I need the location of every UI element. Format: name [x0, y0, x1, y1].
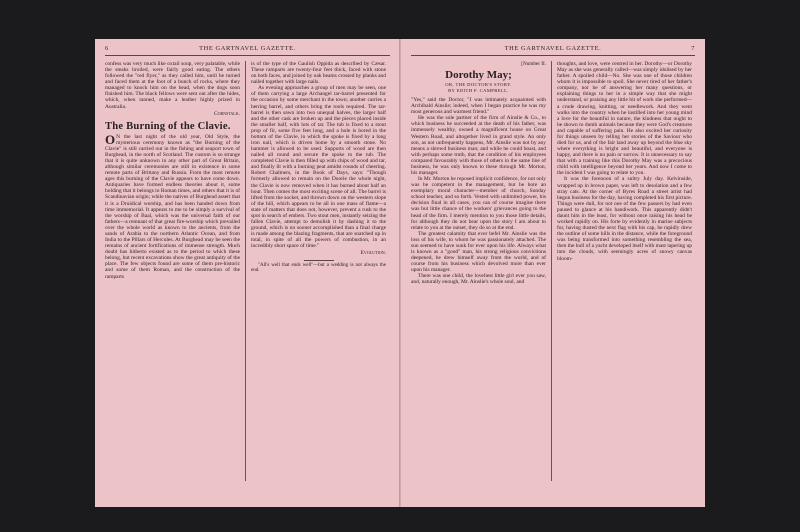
paragraph: thoughts, and love, were centred in her. Dorothy—or Dorothy May as she was generally called—was simply idolised by her father. A spoiled child—No. She was one of those children whom it is impossible to spoil. She never tired of her father's company, nor he of answering her many questions, or explaining things to her in a simple way that she might understand, or praising any little bit of work she performed—a crude drawing, knitting, or needlework. And they went walks into the country when he instilled into her young mind a love for the beautiful in nature, the kindness that ought to be shown to dumb animals because they were God's creatures and capable of suffering pain. He also excited her curiosity for things unseen by telling her stories of the Saviour who died for us, and of the fair land away up beyond the blue sky where everything is bright and beautiful, and everyone is happy, and there is no pain or sorrow. It is unnecessary to say that with a training like this Dorothy May was a precocious child with intelligence beyond her years. And now I come to the incident I was going to relate to you.: [557, 61, 692, 177]
paragraph: It was the forenoon of a sultry July day. Kelvinside, wrapped up in brown paper, was left to desolation and a few stray cats. At the corner of Byres Road a street artist had begun business for the day, having completed his first picture. Things were dull, for not one of the few passers by had even paused to glance at his handiwork. This apparently didn't daunt him in the least, for without once raising his head he worked rapidly on. His forte by evidently in marine subjects for, having dusted the next flag with his cap, he rapidly drew the outline of some hills in the distance, while the foreground was being transformed into something resembling the sea, then the hull of a yacht developed itself with mast tapering up into the clouds, with seemingly acres of snowy canvas bloom-: [557, 176, 692, 262]
paragraph: "Yes," said the Doctor, "I was intimately acquainted with Archibald Ainslie; indeed, when I began practice he was my most generous and warmest friend.": [411, 97, 546, 116]
header-rule: [411, 55, 695, 56]
paragraph: confess was very much like oxtail soup, very palatable, while the steaks broiled, were fairly good eating. The others followed the "red flyer," as they called him, until he turned and faced them at the foot of a bunch of rocks, where they managed to knock him on the head, when the dogs soon finished him. The black fellows were sent out after the hides, which, when tanned, make a leather highly prized in Australia.: [105, 61, 240, 110]
page-number: 7: [691, 45, 695, 52]
signature: Evolution.: [360, 250, 386, 257]
running-head-title: THE GARTNAVEL GAZETTE.: [199, 45, 296, 52]
header-rule: [105, 55, 390, 56]
left-page: [95, 39, 400, 507]
drop-cap: O: [105, 131, 116, 147]
signature: Cornstalk.: [213, 110, 240, 117]
right-column-1: [411, 61, 546, 286]
number-tag: [Number II.: [521, 61, 546, 67]
paragraph: O N the last night of the old year, Old Style, the mysterious ceremony known as "the Burning of the Clavie" is still carried out in the fishing and seaport town of Burghead, in the north of Scotland. The custom is so strange that it is quite unknown in any other part of Great Britain, although similar ceremonies are still in existence in some remote parts of Brittany and Russia. From the most remote ages this burning of the Clavie appears to have come down. Antiquaries have formed endless theories about it, some holding that it belongs to Roman times, and others that it is of Scandinavian origin; while the natives of Burghead assert that it is a Druidical worship, and has been handed down from time immemorial. It appears to me to be simply a survival of the worship of Baal, which was the universal faith of our fathers—a remnant of that great fire-worship which prevailed over the whole world as known to the ancients, from the sands of Arabia to the northern Atlantic Ocean, and from India to the Pillars of Hercules. At Burghead may be seen the remains of ancient fortifications of immense strength. Much doubt has hitherto existed as to the period to which these belong, but recent excavations show the great antiquity of the place. The few objects found are some of them pre-historic and some of them Roman, and the construction of the ramparts: [105, 131, 240, 280]
left-column-1: [105, 61, 240, 280]
paragraph: In Mr. Morton he reposed implicit confidence, for not only was he competent in the management, but he bore an exemplary moral character—member of church, Sunday school teacher, and so forth. Vested with unlimited power, his decision final in all cases, you can of course imagine there was but little chance of the workers' grievances going to the head of the firm. I merely mention to you those little details, for although they do not bear upon the story I am about to relate to you at the outset, they do so at the end.: [411, 176, 546, 231]
byline: BY EDITH F. CAMPBELL.: [448, 88, 509, 94]
divider: [304, 260, 334, 261]
running-header: [411, 45, 695, 55]
article-title: The Burning of the Clavie.: [105, 120, 231, 132]
serial-subtitle: OR, THE DOCTOR'S STORY.: [445, 82, 512, 88]
paragraph: The greatest calamity that ever befel Mr. Ainslie was the loss of his wife, to whom he was passionately attached. The sun seemed to have sunk for ever upon his life. Always what is known as a "good" man, his strong religious convictions deepened, he drew himself away from the world, and of course from his business which devolved more than ever upon his manager.: [411, 230, 546, 274]
column-divider: [245, 61, 246, 481]
right-column-2: [557, 61, 692, 262]
running-header: [105, 45, 390, 55]
footnote: "All's well that ends well"—but a wedding is not always the end.: [251, 262, 386, 274]
page-number: 6: [105, 45, 109, 52]
paragraph: As evening approaches a group of men may be seen, one of them carrying a large Archangel tar-barrel presented for the occasion by some merchant in the town; another carries a herring barrel, and others bring the tools required. The tar-barrel is then sawn into two unequal halves, the larger half and the other cask are broken up and the pieces placed inside the smaller half, with lots of tar. The tub is fixed to a stout prop of fir, some five feet long, and a hole is bored in the bottom of the Clavie, in which the spoke is fixed by a long iron nail, which is driven home by a smooth stone. No hammer is allowed to be used. Supports of wood are then nailed all round and secure the spoke to the tub. The completed Clavie is then filled up with chips of wood and tar, and finally lit with a burning peat amidst rounds of cheering. Robert Chalmers, in the Book of Days, says: "Though formerly allowed to remain on the Doorie the whole night, the Clavie is now removed when it has burned about half an hour. Then comes the most exciting scene of all. The barrel is lifted from the socket, and thrown down on the western slope of the hill, which appears to be all in one mass of flame—a state of matters that does not, however, prevent a rush to the spot in search of embers. Two stout men, instantly seizing the fallen Clavie, attempt to demolish it by dashing it to the ground, which is no sooner accomplished than a final charge is made among the blazing fragments, that are snatched up in total, in spite of all the powers of combustion, in an incredibly short space of time.": [251, 85, 386, 250]
paragraph: He was the sole partner of the firm of Ainslie & Co., to which business he succeeded at the death of his father, was immensely wealthy, owned a magnificent house on Great Western Road, and altogether lived in grand style. An only son, as not unfrequently happens, Mr. Ainslie was not by any means a shrewd business man; and while he could boast, and with perhaps some truth, that the condition of his employees compared favourably with those of others in the same line of business, he was only known to these through Mr. Morton, his manager.: [411, 115, 546, 177]
right-page: [401, 39, 705, 507]
serial-title: Dorothy May;: [445, 69, 512, 82]
left-column-2: [251, 61, 386, 274]
paragraph: There was one child, the loveliest little girl ever you saw, and, naturally enough, Mr. Ainslie's whole soul, and: [411, 273, 546, 286]
running-head-title: THE GARTNAVEL GAZETTE.: [504, 45, 602, 52]
column-divider: [551, 61, 552, 481]
paragraph: is of the type of the Gaulish Oppida as described by Cæsar. These ramparts are twenty-four feet thick, faced with stone on both faces, and joined by oak beams crossed by planks and nailed together with large nails.: [251, 61, 386, 86]
